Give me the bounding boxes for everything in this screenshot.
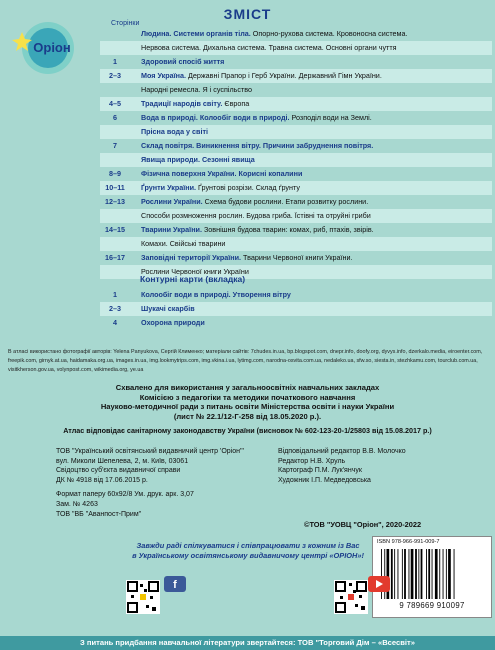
toc-entry-title: Рослини України. bbox=[141, 197, 203, 206]
atlas-note: Атлас відповідає санітарному законодавству України (висновок № 602-123-20-1/25803 від 15.08.2017 р.) bbox=[63, 426, 432, 435]
toc-row bbox=[100, 288, 492, 302]
toc-page-number: 7 bbox=[113, 141, 117, 150]
footer-bar: З питань придбання навчальної літератури звертайтеся: ТОВ "Торговий Дім – «Всесвіт» bbox=[0, 636, 495, 650]
toc-entry-title: Явища природи. Сезонні явища bbox=[141, 155, 255, 164]
publisher-line: Зам. № 4263 bbox=[56, 500, 98, 508]
orion-logo bbox=[6, 18, 88, 76]
toc-entry-text bbox=[141, 41, 492, 55]
toc-row bbox=[100, 55, 492, 69]
editors-info bbox=[278, 447, 488, 485]
toc-entry-title: Прісна вода у світі bbox=[141, 127, 208, 136]
toc-entry-text bbox=[141, 153, 492, 167]
approval-line: (лист № 22.1/12-Г-258 від 18.05.2020 р.). bbox=[173, 411, 322, 421]
toc-entry-detail: Опорно-рухова система. Кровоносна система. bbox=[250, 29, 408, 38]
toc-page-number: 12–13 bbox=[105, 197, 125, 206]
toc-entry-detail: Комахи. Свійські тварини bbox=[141, 239, 226, 248]
toc-entry-detail: Ґрунтові розрізи. Склад ґрунту bbox=[196, 183, 300, 192]
toc-page-number: 1 bbox=[113, 290, 117, 299]
publisher-line: Свідоцтво суб'єкта видавничої справи bbox=[56, 467, 181, 475]
toc-page-number: 10–11 bbox=[105, 183, 125, 192]
toc-entry-title: Моя Україна. bbox=[141, 71, 187, 80]
contact-message bbox=[126, 541, 370, 561]
toc-page-number: 14–15 bbox=[105, 225, 125, 234]
toc-row bbox=[100, 167, 492, 181]
toc-row bbox=[100, 251, 492, 265]
toc-entry-detail: Державні Прапор і Герб України. Державний Гімн України. bbox=[186, 71, 382, 80]
toc-entry-text bbox=[141, 125, 492, 139]
toc-entry-title: Заповідні території України. bbox=[141, 253, 242, 262]
editor-line: Редактор Н.В. Хруль bbox=[278, 457, 346, 465]
svg-text:f: f bbox=[173, 579, 177, 591]
toc-entry-title: Колообіг води в природі. Утворення вітру bbox=[141, 290, 291, 299]
toc-entry-title: Традиції народів світу. bbox=[141, 99, 223, 108]
toc-row bbox=[100, 181, 492, 195]
toc-entry-text bbox=[141, 139, 492, 153]
toc-entry-title: Склад повітря. Виникнення вітру. Причини забруднення повітря. bbox=[141, 141, 374, 150]
toc-entry-text bbox=[141, 97, 492, 111]
contact-line: в Українському освітянському видавничому центрі «ОРІОН»! bbox=[132, 551, 364, 560]
toc-entry-detail: Способи розмноження рослин. Будова гриба. Їстівні та отруйні гриби bbox=[141, 211, 371, 220]
toc-row bbox=[100, 237, 492, 251]
isbn-number: 9 789669 910097 bbox=[399, 601, 465, 610]
toc-entry-text bbox=[141, 251, 492, 265]
toc-entry-text bbox=[141, 167, 492, 181]
toc-entry-title: Фізична поверхня України. Корисні копалини bbox=[141, 169, 303, 178]
toc-entry-title: Шукачі скарбів bbox=[141, 304, 195, 313]
toc-entry-detail: Нервова система. Дихальна система. Травна система. Основні органи чуття bbox=[141, 43, 397, 52]
toc-row bbox=[100, 97, 492, 111]
copyright: ©ТОВ "УОВЦ "Оріон", 2020-2022 bbox=[304, 520, 422, 529]
facebook-icon[interactable] bbox=[164, 576, 186, 592]
youtube-icon[interactable] bbox=[368, 576, 390, 592]
toc-entry-detail: Схема будови рослини. Етапи розвитку рослини. bbox=[202, 197, 369, 206]
toc-entry-detail: Зовнішня будова тварин: комах, риб, птахів, звірів. bbox=[201, 225, 374, 234]
toc-entry-text bbox=[141, 181, 492, 195]
toc-title: ЗМІСТ bbox=[223, 6, 272, 22]
toc-row bbox=[100, 139, 492, 153]
toc-row bbox=[100, 27, 492, 41]
toc-entry-title: Вода в природі. Колообіг води в природі. bbox=[141, 113, 290, 122]
toc-entry-text bbox=[141, 55, 492, 69]
photo-credit: В атласі використано фотографії авторів: Yelena Panyukova, Сергій Клименко; матеріали сайтів: 7chudes.in.ua, bp.blogspot.com, dnepr.info, doofy.org, dyvys.info, dzerkalo.media, eiroenter.com, freepik.com, girnyk.at.ua, haidamaka.org.ua, images.in.ua, img.lookmytrips.com, img.vkina.i.ua, lytimg.com, narodna-osvita.com.ua, nedaleko.ua, sfw.so, siesta.in, stezhkamu.com, tourclub.com.ua, visitkherson.gov.ua, volynpost.com, wikimedia.org, ye.ua bbox=[8, 349, 483, 373]
toc-entry-text bbox=[141, 223, 492, 237]
toc-entry-text bbox=[141, 83, 492, 97]
approval-line: Науково-методичної ради з питань освіти Міністерства освіти і науки України bbox=[100, 402, 395, 411]
toc-row bbox=[100, 209, 492, 223]
contact-line: Завжди раді спілкуватися і співпрацювати з кожним із Вас bbox=[136, 541, 360, 550]
qr-code-icon[interactable] bbox=[334, 580, 368, 614]
maps-header: Контурні карти (вкладка) bbox=[140, 274, 246, 284]
toc-entry-text bbox=[141, 302, 492, 316]
toc-entry-title: Охорона природи bbox=[141, 318, 205, 327]
editor-line: Картограф П.М. Лук'янчук bbox=[278, 467, 362, 475]
qr-code-icon[interactable] bbox=[126, 580, 160, 614]
pages-header: Сторінки bbox=[111, 20, 140, 27]
toc-row bbox=[100, 83, 492, 97]
toc-page-number: 2–3 bbox=[109, 304, 121, 313]
editor-line: Художник І.П. Медведовська bbox=[278, 476, 371, 484]
toc-entry-title: Ґрунти України. bbox=[141, 183, 197, 192]
isbn-barcode-box bbox=[372, 536, 492, 618]
toc-page-number: 8–9 bbox=[109, 169, 121, 178]
toc-entry-detail: Рослини Червоної книги України bbox=[141, 267, 249, 276]
toc-entry-title: Людина. Системи органів тіла. bbox=[141, 29, 251, 38]
toc-entry-text bbox=[141, 209, 492, 223]
toc-entry-detail: Європа bbox=[222, 99, 250, 108]
logo-text: Оріон bbox=[33, 40, 71, 55]
approval-line: Комісією з педагогіки та методики початкового навчання bbox=[139, 392, 356, 402]
toc-row bbox=[100, 125, 492, 139]
editor-line: Відповідальний редактор В.В. Молочко bbox=[278, 448, 406, 455]
toc-entry-title: Здоровий спосіб життя bbox=[141, 57, 225, 66]
toc-entry-detail: Народні ремесла. Я і суспільство bbox=[141, 85, 253, 94]
toc-row bbox=[100, 41, 492, 55]
toc-entry-detail: Розподіл води на Землі. bbox=[289, 113, 372, 122]
toc-entry-text bbox=[141, 288, 492, 302]
publisher-line: ТОВ "ВБ "Аванпост-Прим" bbox=[56, 510, 142, 518]
approval-line: Схвалено для використання у загальноосвітніх навчальних закладах bbox=[115, 383, 380, 392]
publisher-line: Формат паперу 60х92/8 Ум. друк. арк. 3,07 bbox=[56, 491, 194, 499]
toc-page-number: 1 bbox=[113, 57, 117, 66]
toc-entry-text bbox=[141, 111, 492, 125]
barcode-graphic bbox=[379, 549, 485, 599]
approval-block bbox=[0, 383, 495, 421]
toc-row bbox=[100, 69, 492, 83]
toc-page-number: 16–17 bbox=[105, 253, 125, 262]
isbn-label: ISBN 978-966-991-009-7 bbox=[377, 539, 440, 545]
publisher-line: ТОВ "Український освітянський видавничий центр 'Оріон'" bbox=[56, 448, 244, 455]
toc-entry-detail: Тварини Червоної книги України. bbox=[241, 253, 353, 262]
toc-entry-text bbox=[141, 69, 492, 83]
toc-page-number: 6 bbox=[113, 113, 117, 122]
toc-row bbox=[100, 153, 492, 167]
publisher-line: вул. Миколи Шепелева, 2, м. Київ, 03061 bbox=[56, 457, 189, 465]
publisher-info bbox=[56, 447, 266, 519]
toc-row bbox=[100, 111, 492, 125]
toc-page-number: 4–5 bbox=[109, 99, 121, 108]
toc-entry-text bbox=[141, 195, 492, 209]
toc-page-number: 2–3 bbox=[109, 71, 121, 80]
toc-row bbox=[100, 223, 492, 237]
toc-entry-text bbox=[141, 27, 492, 41]
toc-page-number: 4 bbox=[113, 318, 117, 327]
publisher-line: ДК № 4918 від 17.06.2015 р. bbox=[56, 476, 148, 484]
toc-row bbox=[100, 302, 492, 316]
toc-entry-text bbox=[141, 316, 492, 330]
toc-row bbox=[100, 195, 492, 209]
toc-row bbox=[100, 316, 492, 330]
toc-entry-text bbox=[141, 237, 492, 251]
toc-entry-title: Тварини України. bbox=[141, 225, 202, 234]
